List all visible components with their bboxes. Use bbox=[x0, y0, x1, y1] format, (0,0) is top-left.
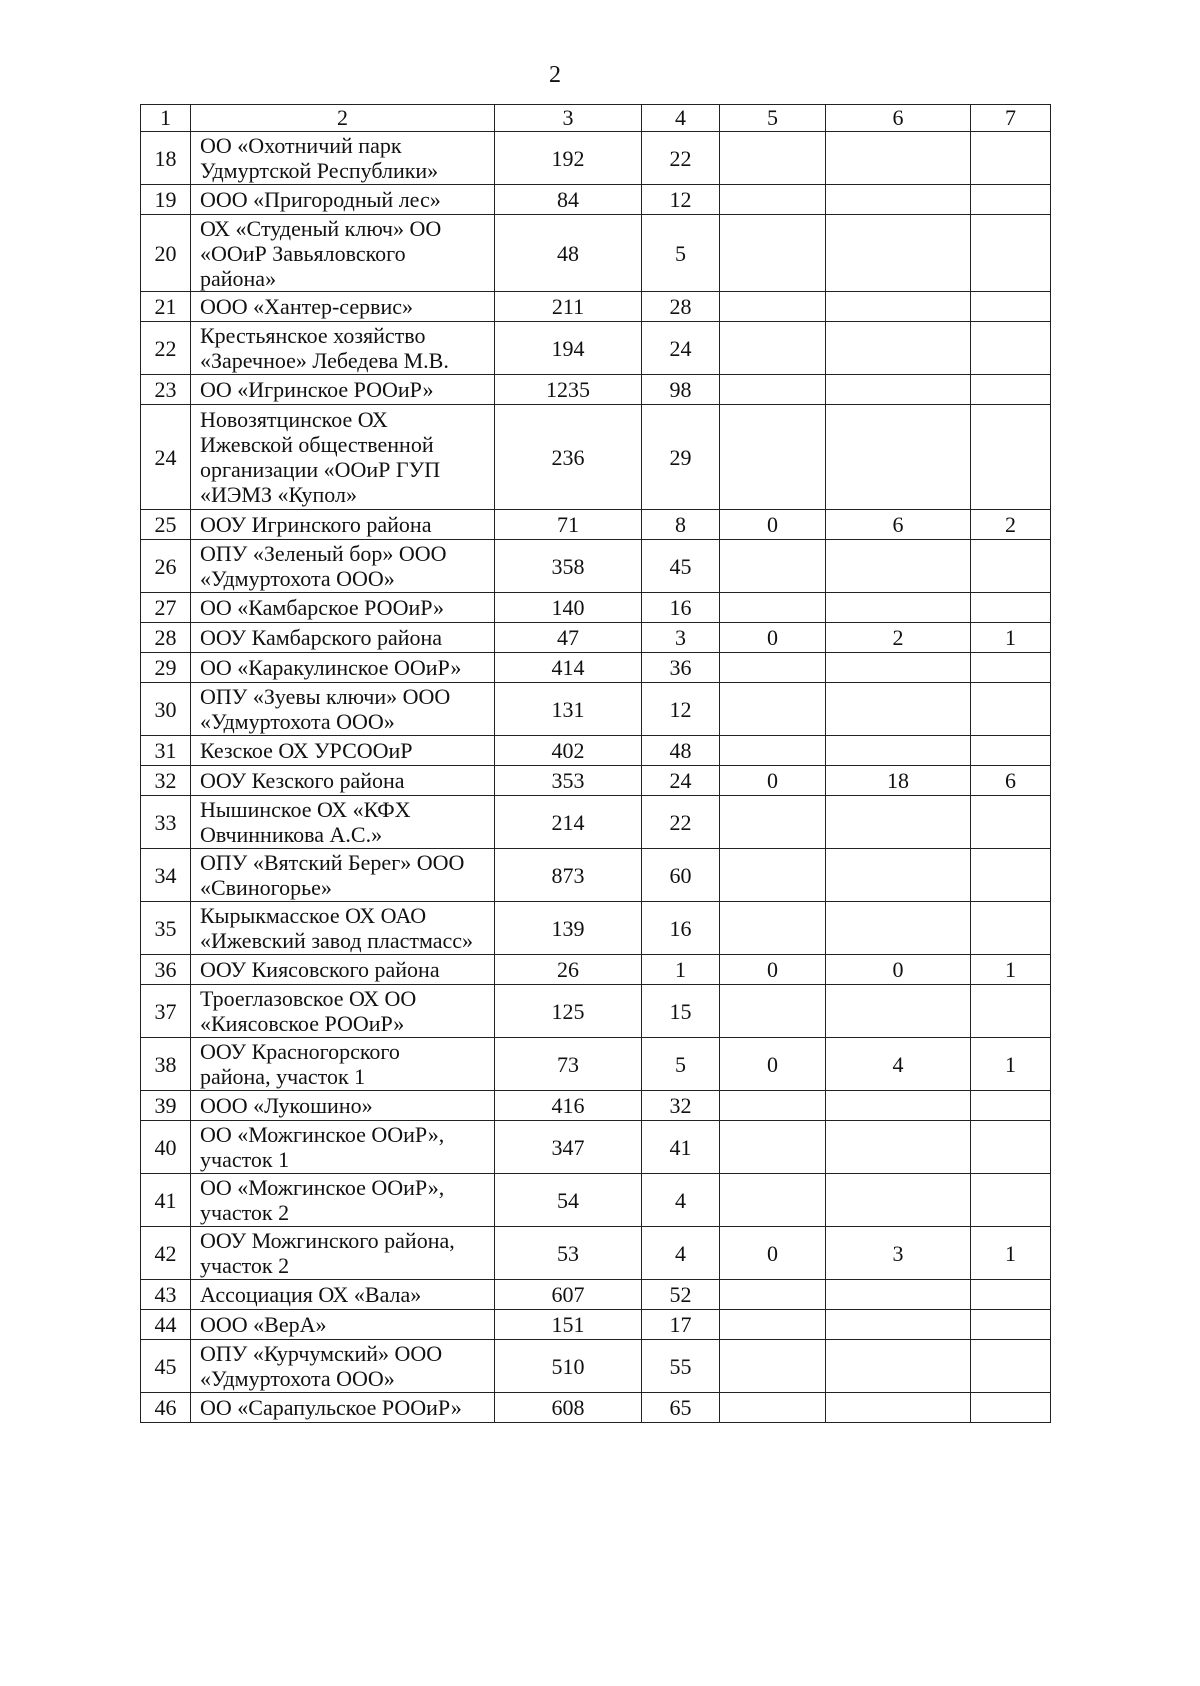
row-number-cell: 29 bbox=[141, 653, 191, 683]
organization-name-line: ОО «Охотничий парк bbox=[200, 133, 402, 158]
column-3-cell: 125 bbox=[495, 985, 642, 1038]
column-5-cell bbox=[720, 653, 826, 683]
column-5-cell bbox=[720, 1393, 826, 1423]
organization-name-line: ОПУ «Курчумский» ООО bbox=[200, 1341, 443, 1366]
organization-name-cell bbox=[191, 1121, 495, 1174]
organization-name-line: участок 2 bbox=[200, 1253, 290, 1278]
column-7-cell bbox=[971, 593, 1051, 623]
column-5-cell: 0 bbox=[720, 510, 826, 540]
column-5-cell bbox=[720, 1174, 826, 1227]
column-3-cell: 47 bbox=[495, 623, 642, 653]
table-row bbox=[141, 185, 1051, 215]
column-6-cell bbox=[826, 653, 971, 683]
table-row bbox=[141, 1121, 1051, 1174]
organization-name-line: «Удмуртохота ООО» bbox=[200, 1366, 395, 1391]
organization-name-cell bbox=[191, 1340, 495, 1393]
table-row bbox=[141, 736, 1051, 766]
organization-name-line: ОПУ «Зуевы ключи» ООО bbox=[200, 684, 451, 709]
column-5-cell bbox=[720, 185, 826, 215]
row-number-cell: 40 bbox=[141, 1121, 191, 1174]
organization-name-line: «Ижевский завод пластмасс» bbox=[200, 928, 474, 953]
organization-name-cell bbox=[191, 375, 495, 405]
column-6-cell bbox=[826, 1121, 971, 1174]
organization-name-cell bbox=[191, 1393, 495, 1423]
organization-name-cell bbox=[191, 985, 495, 1038]
organization-name-cell bbox=[191, 292, 495, 322]
column-7-cell: 6 bbox=[971, 766, 1051, 796]
table-row bbox=[141, 510, 1051, 540]
column-7-cell bbox=[971, 736, 1051, 766]
table-row bbox=[141, 1091, 1051, 1121]
column-4-cell: 4 bbox=[642, 1227, 720, 1280]
organization-name-cell bbox=[191, 736, 495, 766]
table-row bbox=[141, 849, 1051, 902]
column-4-cell: 22 bbox=[642, 796, 720, 849]
column-4-cell: 45 bbox=[642, 540, 720, 593]
column-4-cell: 52 bbox=[642, 1280, 720, 1310]
column-7-cell bbox=[971, 540, 1051, 593]
organization-name-cell bbox=[191, 215, 495, 292]
column-4-cell: 4 bbox=[642, 1174, 720, 1227]
column-7-cell bbox=[971, 683, 1051, 736]
organization-name-cell bbox=[191, 955, 495, 985]
organization-name-line: «Удмуртохота ООО» bbox=[200, 709, 395, 734]
column-5-cell bbox=[720, 1280, 826, 1310]
column-7-cell: 1 bbox=[971, 1038, 1051, 1091]
header-cell: 5 bbox=[720, 105, 826, 132]
column-6-cell bbox=[826, 683, 971, 736]
table-row bbox=[141, 375, 1051, 405]
column-7-cell: 1 bbox=[971, 1227, 1051, 1280]
column-4-cell: 1 bbox=[642, 955, 720, 985]
column-6-cell bbox=[826, 1310, 971, 1340]
row-number-cell: 35 bbox=[141, 902, 191, 955]
row-number-cell: 43 bbox=[141, 1280, 191, 1310]
column-7-cell bbox=[971, 215, 1051, 292]
row-number-cell: 33 bbox=[141, 796, 191, 849]
organization-name-line: участок 2 bbox=[200, 1200, 290, 1225]
column-3-cell: 414 bbox=[495, 653, 642, 683]
row-number-cell: 38 bbox=[141, 1038, 191, 1091]
column-6-cell bbox=[826, 292, 971, 322]
row-number-cell: 28 bbox=[141, 623, 191, 653]
table-row bbox=[141, 1310, 1051, 1340]
table-row bbox=[141, 1227, 1051, 1280]
table-row bbox=[141, 653, 1051, 683]
organization-name-cell bbox=[191, 510, 495, 540]
column-5-cell bbox=[720, 292, 826, 322]
row-number-cell: 23 bbox=[141, 375, 191, 405]
column-4-cell: 5 bbox=[642, 215, 720, 292]
row-number-cell: 46 bbox=[141, 1393, 191, 1423]
column-3-cell: 236 bbox=[495, 405, 642, 510]
column-4-cell: 29 bbox=[642, 405, 720, 510]
column-3-cell: 84 bbox=[495, 185, 642, 215]
column-3-cell: 140 bbox=[495, 593, 642, 623]
column-4-cell: 24 bbox=[642, 322, 720, 375]
header-cell: 4 bbox=[642, 105, 720, 132]
row-number-cell: 36 bbox=[141, 955, 191, 985]
column-5-cell bbox=[720, 375, 826, 405]
column-7-cell bbox=[971, 292, 1051, 322]
column-7-cell bbox=[971, 1280, 1051, 1310]
column-6-cell bbox=[826, 736, 971, 766]
organization-name-line: Нышинское ОХ «КФХ bbox=[200, 797, 411, 822]
row-number-cell: 20 bbox=[141, 215, 191, 292]
column-4-cell: 48 bbox=[642, 736, 720, 766]
column-7-cell bbox=[971, 796, 1051, 849]
column-3-cell: 53 bbox=[495, 1227, 642, 1280]
row-number-cell: 26 bbox=[141, 540, 191, 593]
column-3-cell: 416 bbox=[495, 1091, 642, 1121]
row-number-cell: 25 bbox=[141, 510, 191, 540]
column-6-cell bbox=[826, 132, 971, 185]
column-5-cell bbox=[720, 405, 826, 510]
organization-name-line: участок 1 bbox=[200, 1147, 290, 1172]
table-row bbox=[141, 1280, 1051, 1310]
organization-name-line: «Удмуртохота ООО» bbox=[200, 566, 395, 591]
column-6-cell bbox=[826, 985, 971, 1038]
organization-name-line: ОО «Можгинское ООиР», bbox=[200, 1175, 445, 1200]
column-4-cell: 22 bbox=[642, 132, 720, 185]
row-number-cell: 45 bbox=[141, 1340, 191, 1393]
table-row bbox=[141, 215, 1051, 292]
column-6-cell bbox=[826, 375, 971, 405]
column-6-cell bbox=[826, 405, 971, 510]
column-6-cell bbox=[826, 215, 971, 292]
column-6-cell bbox=[826, 849, 971, 902]
table-row bbox=[141, 540, 1051, 593]
column-7-cell bbox=[971, 1340, 1051, 1393]
column-3-cell: 214 bbox=[495, 796, 642, 849]
column-5-cell bbox=[720, 849, 826, 902]
column-6-cell bbox=[826, 593, 971, 623]
column-6-cell bbox=[826, 1091, 971, 1121]
row-number-cell: 44 bbox=[141, 1310, 191, 1340]
column-6-cell bbox=[826, 185, 971, 215]
column-7-cell bbox=[971, 849, 1051, 902]
column-5-cell bbox=[720, 593, 826, 623]
column-5-cell: 0 bbox=[720, 1227, 826, 1280]
column-7-cell bbox=[971, 322, 1051, 375]
organization-name-line: района, участок 1 bbox=[200, 1064, 366, 1089]
organization-name-cell bbox=[191, 1310, 495, 1340]
column-4-cell: 16 bbox=[642, 593, 720, 623]
column-4-cell: 98 bbox=[642, 375, 720, 405]
column-5-cell bbox=[720, 1091, 826, 1121]
page-number: 2 bbox=[549, 62, 561, 88]
column-4-cell: 5 bbox=[642, 1038, 720, 1091]
column-5-cell bbox=[720, 1310, 826, 1340]
organization-name-cell bbox=[191, 1174, 495, 1227]
column-6-cell bbox=[826, 1340, 971, 1393]
organization-name-cell bbox=[191, 1091, 495, 1121]
organization-name-line: Троеглазовское ОХ ОО bbox=[200, 986, 417, 1011]
column-7-cell bbox=[971, 375, 1051, 405]
column-7-cell bbox=[971, 1174, 1051, 1227]
column-6-cell bbox=[826, 1393, 971, 1423]
column-5-cell bbox=[720, 796, 826, 849]
column-6-cell: 0 bbox=[826, 955, 971, 985]
column-5-cell: 0 bbox=[720, 1038, 826, 1091]
row-number-cell: 27 bbox=[141, 593, 191, 623]
header-cell: 2 bbox=[191, 105, 495, 132]
row-number-cell: 42 bbox=[141, 1227, 191, 1280]
row-number-cell: 18 bbox=[141, 132, 191, 185]
organization-name-line: ОО «Камбарское РООиР» bbox=[200, 595, 445, 620]
organization-name-line: ООУ Кезского района bbox=[200, 768, 405, 793]
column-7-cell bbox=[971, 985, 1051, 1038]
header-cell: 6 bbox=[826, 105, 971, 132]
column-5-cell bbox=[720, 736, 826, 766]
column-4-cell: 8 bbox=[642, 510, 720, 540]
column-7-cell bbox=[971, 653, 1051, 683]
table-row bbox=[141, 322, 1051, 375]
table-row bbox=[141, 132, 1051, 185]
column-4-cell: 32 bbox=[642, 1091, 720, 1121]
column-3-cell: 353 bbox=[495, 766, 642, 796]
organization-name-cell bbox=[191, 405, 495, 510]
row-number-cell: 31 bbox=[141, 736, 191, 766]
row-number-cell: 32 bbox=[141, 766, 191, 796]
organization-name-line: ООУ Можгинского района, bbox=[200, 1228, 455, 1253]
organization-name-line: «Свиногорье» bbox=[200, 875, 332, 900]
header-cell: 3 bbox=[495, 105, 642, 132]
column-6-cell bbox=[826, 796, 971, 849]
organization-name-line: ОО «Сарапульское РООиР» bbox=[200, 1395, 462, 1420]
column-7-cell bbox=[971, 1121, 1051, 1174]
organization-name-line: организации «ООиР ГУП bbox=[200, 457, 441, 482]
data-table bbox=[140, 104, 1051, 1423]
row-number-cell: 24 bbox=[141, 405, 191, 510]
column-3-cell: 151 bbox=[495, 1310, 642, 1340]
organization-name-line: «Заречное» Лебедева М.В. bbox=[200, 348, 449, 373]
column-7-cell: 1 bbox=[971, 955, 1051, 985]
column-4-cell: 65 bbox=[642, 1393, 720, 1423]
organization-name-line: Ижевской общественной bbox=[200, 432, 434, 457]
organization-name-line: Овчинникова А.С.» bbox=[200, 822, 383, 847]
table-row bbox=[141, 683, 1051, 736]
organization-name-line: ООО «ВерА» bbox=[200, 1312, 327, 1337]
organization-name-line: ООУ Камбарского района bbox=[200, 625, 443, 650]
organization-name-line: ООУ Красногорского bbox=[200, 1039, 400, 1064]
column-3-cell: 48 bbox=[495, 215, 642, 292]
row-number-cell: 37 bbox=[141, 985, 191, 1038]
organization-name-cell bbox=[191, 902, 495, 955]
row-number-cell: 30 bbox=[141, 683, 191, 736]
column-6-cell bbox=[826, 540, 971, 593]
column-3-cell: 510 bbox=[495, 1340, 642, 1393]
column-3-cell: 26 bbox=[495, 955, 642, 985]
organization-name-cell bbox=[191, 653, 495, 683]
table-row bbox=[141, 1340, 1051, 1393]
column-4-cell: 3 bbox=[642, 623, 720, 653]
row-number-cell: 41 bbox=[141, 1174, 191, 1227]
row-number-cell: 19 bbox=[141, 185, 191, 215]
organization-name-cell bbox=[191, 683, 495, 736]
column-5-cell bbox=[720, 902, 826, 955]
column-5-cell bbox=[720, 985, 826, 1038]
column-6-cell bbox=[826, 1174, 971, 1227]
row-number-cell: 22 bbox=[141, 322, 191, 375]
organization-name-cell bbox=[191, 1038, 495, 1091]
organization-name-line: «ИЭМЗ «Купол» bbox=[200, 482, 357, 507]
column-3-cell: 192 bbox=[495, 132, 642, 185]
column-5-cell: 0 bbox=[720, 955, 826, 985]
table-row bbox=[141, 1038, 1051, 1091]
row-number-cell: 39 bbox=[141, 1091, 191, 1121]
column-5-cell: 0 bbox=[720, 623, 826, 653]
column-7-cell: 1 bbox=[971, 623, 1051, 653]
column-4-cell: 41 bbox=[642, 1121, 720, 1174]
column-3-cell: 73 bbox=[495, 1038, 642, 1091]
organization-name-line: Новозятцинское ОХ bbox=[200, 407, 388, 432]
table-row bbox=[141, 292, 1051, 322]
table-header-row bbox=[141, 105, 1051, 132]
organization-name-line: Крестьянское хозяйство bbox=[200, 323, 426, 348]
organization-name-cell bbox=[191, 1280, 495, 1310]
table-row bbox=[141, 1393, 1051, 1423]
organization-name-line: ООО «Пригородный лес» bbox=[200, 187, 441, 212]
column-3-cell: 139 bbox=[495, 902, 642, 955]
organization-name-line: «ООиР Завьяловского bbox=[200, 240, 406, 266]
table-row bbox=[141, 902, 1051, 955]
table-row bbox=[141, 405, 1051, 510]
column-4-cell: 17 bbox=[642, 1310, 720, 1340]
column-4-cell: 15 bbox=[642, 985, 720, 1038]
table-row bbox=[141, 796, 1051, 849]
column-6-cell: 3 bbox=[826, 1227, 971, 1280]
column-6-cell: 18 bbox=[826, 766, 971, 796]
organization-name-line: ОО «Игринское РООиР» bbox=[200, 377, 434, 402]
column-3-cell: 607 bbox=[495, 1280, 642, 1310]
column-4-cell: 36 bbox=[642, 653, 720, 683]
column-5-cell bbox=[720, 215, 826, 292]
column-3-cell: 71 bbox=[495, 510, 642, 540]
column-4-cell: 60 bbox=[642, 849, 720, 902]
column-4-cell: 12 bbox=[642, 683, 720, 736]
organization-name-cell bbox=[191, 849, 495, 902]
column-3-cell: 358 bbox=[495, 540, 642, 593]
column-5-cell bbox=[720, 1340, 826, 1393]
column-5-cell bbox=[720, 540, 826, 593]
row-number-cell: 21 bbox=[141, 292, 191, 322]
organization-name-line: Ассоциация ОХ «Вала» bbox=[200, 1282, 422, 1307]
organization-name-line: ООУ Киясовского района bbox=[200, 957, 440, 982]
column-3-cell: 1235 bbox=[495, 375, 642, 405]
column-6-cell bbox=[826, 322, 971, 375]
organization-name-cell bbox=[191, 766, 495, 796]
column-3-cell: 131 bbox=[495, 683, 642, 736]
organization-name-line: ОО «Каракулинское ООиР» bbox=[200, 655, 462, 680]
column-7-cell bbox=[971, 132, 1051, 185]
column-7-cell bbox=[971, 902, 1051, 955]
organization-name-cell bbox=[191, 185, 495, 215]
column-5-cell bbox=[720, 322, 826, 375]
organization-name-cell bbox=[191, 1227, 495, 1280]
organization-name-line: ОПУ «Зеленый бор» ООО bbox=[200, 541, 447, 566]
column-4-cell: 12 bbox=[642, 185, 720, 215]
table-row bbox=[141, 766, 1051, 796]
column-4-cell: 16 bbox=[642, 902, 720, 955]
organization-name-line: ООО «Хантер-сервис» bbox=[200, 294, 414, 319]
organization-name-line: района» bbox=[200, 265, 277, 291]
column-4-cell: 28 bbox=[642, 292, 720, 322]
column-6-cell bbox=[826, 902, 971, 955]
organization-name-line: Кезское ОХ УРСООиР bbox=[200, 738, 413, 763]
column-6-cell: 6 bbox=[826, 510, 971, 540]
column-3-cell: 873 bbox=[495, 849, 642, 902]
column-5-cell: 0 bbox=[720, 766, 826, 796]
row-number-cell: 34 bbox=[141, 849, 191, 902]
column-3-cell: 402 bbox=[495, 736, 642, 766]
column-3-cell: 347 bbox=[495, 1121, 642, 1174]
column-6-cell: 2 bbox=[826, 623, 971, 653]
organization-name-line: ОО «Можгинское ООиР», bbox=[200, 1122, 445, 1147]
organization-name-line: ООУ Игринского района bbox=[200, 512, 432, 537]
table-row bbox=[141, 623, 1051, 653]
table-row bbox=[141, 1174, 1051, 1227]
organization-name-cell bbox=[191, 540, 495, 593]
header-cell: 1 bbox=[141, 105, 191, 132]
table-row bbox=[141, 955, 1051, 985]
organization-name-line: Кырыкмасское ОХ ОАО bbox=[200, 903, 427, 928]
column-3-cell: 608 bbox=[495, 1393, 642, 1423]
column-7-cell bbox=[971, 1310, 1051, 1340]
organization-name-line: ОПУ «Вятский Берег» ООО bbox=[200, 850, 465, 875]
column-6-cell bbox=[826, 1280, 971, 1310]
organization-name-cell bbox=[191, 322, 495, 375]
column-4-cell: 24 bbox=[642, 766, 720, 796]
table-row bbox=[141, 593, 1051, 623]
organization-name-line: ОХ «Студеный ключ» ОО bbox=[200, 215, 442, 241]
column-5-cell bbox=[720, 1121, 826, 1174]
organization-name-cell bbox=[191, 593, 495, 623]
column-7-cell bbox=[971, 1393, 1051, 1423]
header-cell: 7 bbox=[971, 105, 1051, 132]
column-3-cell: 194 bbox=[495, 322, 642, 375]
column-4-cell: 55 bbox=[642, 1340, 720, 1393]
column-5-cell bbox=[720, 132, 826, 185]
column-7-cell bbox=[971, 405, 1051, 510]
organization-name-cell bbox=[191, 623, 495, 653]
organization-name-cell bbox=[191, 132, 495, 185]
column-3-cell: 211 bbox=[495, 292, 642, 322]
organization-name-cell bbox=[191, 796, 495, 849]
column-7-cell bbox=[971, 185, 1051, 215]
organization-name-line: Удмуртской Республики» bbox=[200, 158, 439, 183]
column-7-cell: 2 bbox=[971, 510, 1051, 540]
organization-name-line: «Киясовское РООиР» bbox=[200, 1011, 405, 1036]
column-6-cell: 4 bbox=[826, 1038, 971, 1091]
table-row bbox=[141, 985, 1051, 1038]
column-5-cell bbox=[720, 683, 826, 736]
organization-name-line: ООО «Лукошино» bbox=[200, 1093, 373, 1118]
column-7-cell bbox=[971, 1091, 1051, 1121]
column-3-cell: 54 bbox=[495, 1174, 642, 1227]
